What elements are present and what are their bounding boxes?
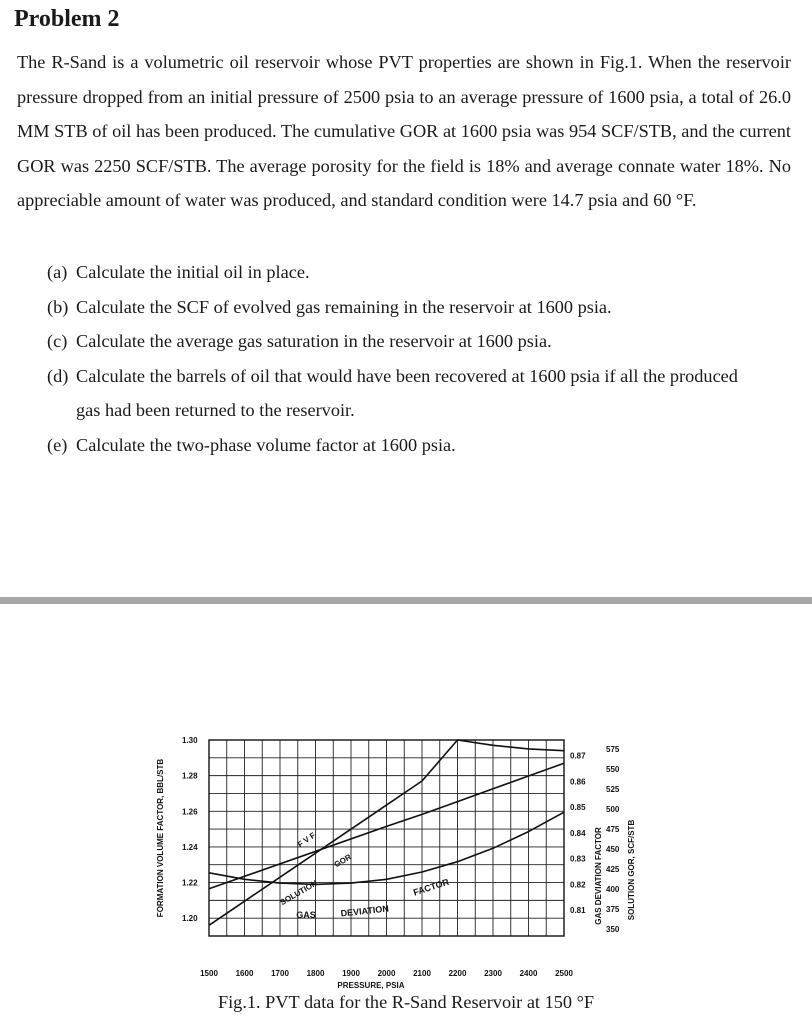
question-a [47,255,792,290]
pvt-chart [0,730,812,1030]
label-gas: GAS [296,910,316,920]
x-axis-title: PRESSURE, PSIA [337,981,405,990]
y-tick-label-gor: 550 [606,764,620,774]
question-text-continued: gas had been returned to the reservoir. [76,400,355,420]
x-tick-label: 2300 [484,969,502,978]
y-tick-label-z: 0.83 [570,854,586,864]
y-tick-label-z: 0.86 [570,777,586,787]
label-gor: GOR [332,852,353,870]
label-factor: FACTOR [412,876,451,898]
x-tick-label: 2500 [555,969,573,978]
y-tick-label-left: 1.24 [182,842,198,852]
question-text: Calculate the two-phase volume factor at 1600 psia. [76,434,456,455]
x-tick-label: 1800 [306,969,325,978]
question-b [47,290,792,325]
x-tick-label: 1600 [235,969,254,978]
x-tick-label: 2100 [413,969,431,978]
question-e [47,428,792,463]
question-list [47,255,792,462]
y-tick-label-left: 1.20 [182,914,198,924]
y-tick-label-gor: 425 [606,864,620,874]
y-tick-label-gor: 475 [606,824,620,834]
y-tick-label-left: 1.22 [182,878,198,888]
y-tick-label-gor: 450 [606,844,620,854]
y-axis-title-z: GAS DEVIATION FACTOR [594,827,603,925]
x-tick-label: 1700 [271,969,289,978]
question-label: (b) [47,296,69,317]
y-axis-title-gor: SOLUTION GOR, SCF/STB [627,819,636,921]
x-tick-label: 2400 [519,969,538,978]
y-tick-label-gor: 500 [606,804,620,814]
y-tick-label-gor: 375 [606,904,620,914]
question-d [47,359,792,428]
y-tick-label-z: 0.85 [570,803,586,813]
label-fvf: F V F [295,830,318,850]
x-tick-label: 2000 [377,969,396,978]
question-label: (d) [47,365,69,386]
y-tick-label-gor: 575 [606,744,620,754]
x-tick-label: 1500 [200,969,218,978]
question-c [47,324,792,359]
y-tick-label-gor: 350 [606,924,620,934]
figure-caption: Fig.1. PVT data for the R-Sand Reservoir at 150 °F [217,992,595,1012]
y-tick-label-left: 1.30 [182,736,198,745]
label-deviation: DEVIATION [340,903,390,919]
problem-title: Problem 2 [14,6,120,32]
question-text: Calculate the average gas saturation in the reservoir at 1600 psia. [76,331,552,351]
y-tick-label-left: 1.28 [182,771,198,781]
question-label: (e) [47,434,68,455]
y-tick-label-z: 0.82 [570,880,586,890]
question-text: Calculate the initial oil in place. [76,262,310,282]
y-tick-label-z: 0.87 [570,751,586,761]
y-tick-label-gor: 400 [606,884,620,894]
question-label: (a) [47,262,68,282]
y-axis-title-left: FORMATION VOLUME FACTOR, BBL/STB [156,758,165,918]
x-tick-label: 1900 [342,969,360,978]
chart-marks [182,736,620,978]
section-divider [0,597,812,604]
problem-statement: The R-Sand is a volumetric oil reservoir whose PVT properties are shown in Fig.1. When the reservoir pressure dropped from an initial pressure of 2500 psia to an average pressure of 1600 psia, a total of 26.0 MM STB of oil has been produced. The cumulative GOR at 1600 psia was 954 SCF/STB, and the current GOR was 2250 SCF/STB. The average porosity for the field is 18% and average connate water 18%. No appreciable amount of water was produced, and standard condition were 14.7 psia and 60 °F. [17,52,791,210]
y-tick-label-z: 0.81 [570,906,586,916]
y-tick-label-z: 0.84 [570,828,586,838]
y-tick-label-left: 1.26 [182,807,198,817]
y-tick-label-gor: 525 [606,784,620,794]
question-text: Calculate the SCF of evolved gas remaining in the reservoir at 1600 psia. [76,296,612,317]
question-label: (c) [47,331,68,351]
question-text: Calculate the barrels of oil that would have been recovered at 1600 psia if all the produced [76,365,738,386]
label-solution: SOLUTION [278,878,319,908]
x-tick-label: 2200 [448,969,467,978]
